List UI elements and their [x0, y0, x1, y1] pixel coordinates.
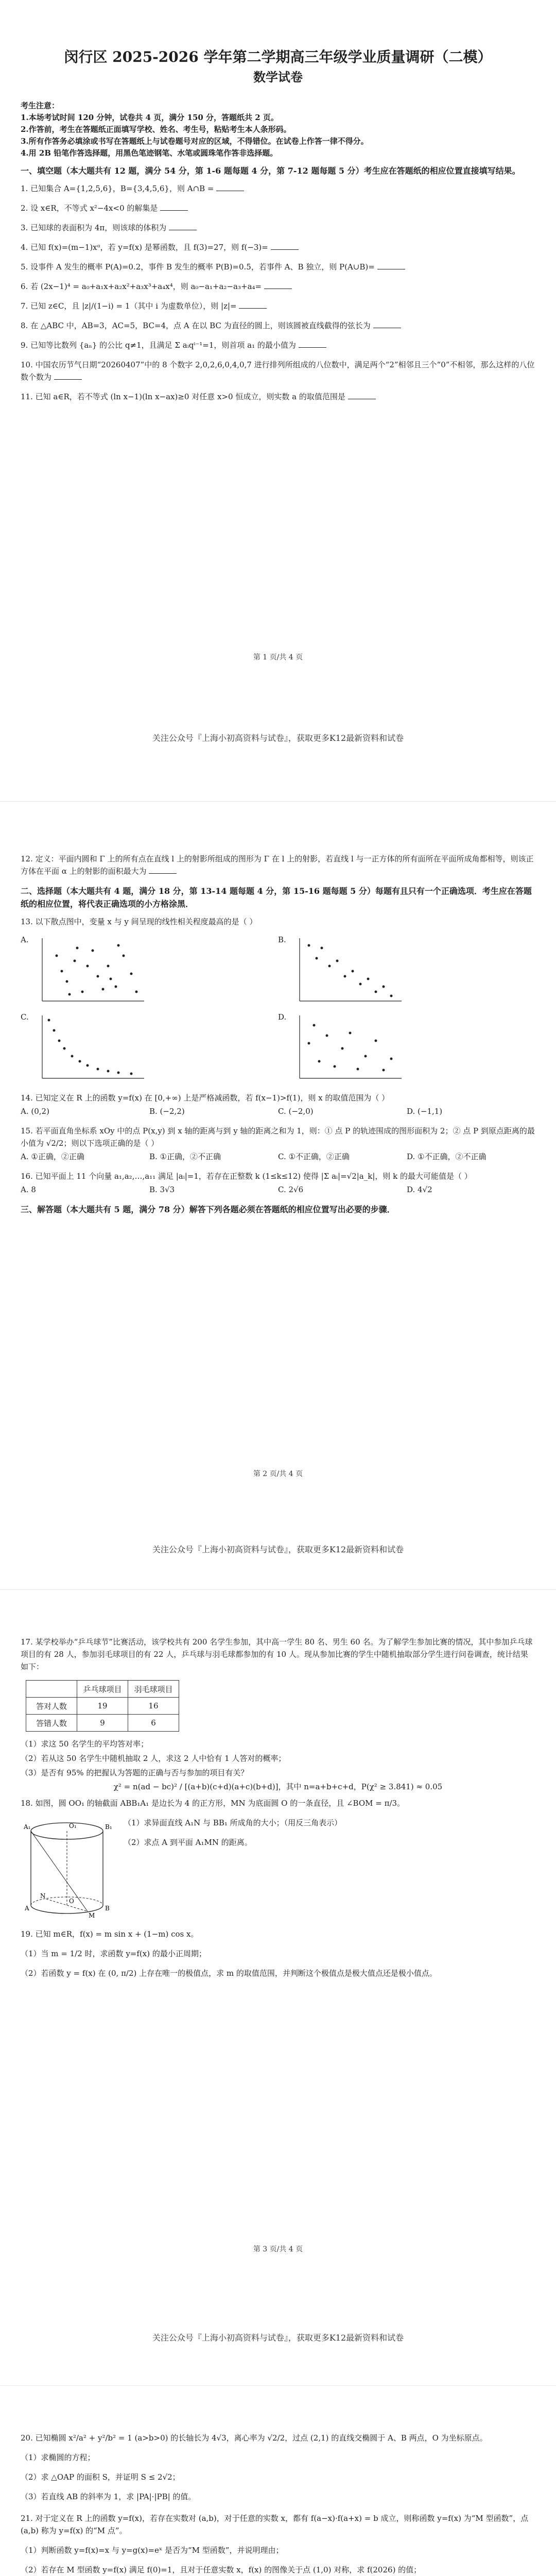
scatter-options	[21, 935, 535, 1084]
question-14-options	[21, 1105, 535, 1117]
option-c: C. (−2,0)	[278, 1107, 314, 1116]
point-label: M	[89, 1912, 95, 1919]
question-17-part-3: （3）是否有 95% 的把握认为答题的正确与否与参加的项目有关？	[21, 1768, 249, 1777]
table-header-row	[26, 1681, 179, 1698]
note-item: 4.用 2B 铅笔作答选择题，用黑色笔迹钢笔、水笔或圆珠笔作答非选择题。	[21, 148, 278, 158]
option-label: B.	[278, 935, 286, 944]
option-b: B. 3√3	[149, 1185, 175, 1194]
question-14: 14. 已知定义在 R 上的函数 y=f(x) 在 [0,+∞) 上是严格减函数，若 f(x−1)>f(1)，则 x 的取值范围为（ ）	[21, 1093, 390, 1103]
question-21-part-1: （1）判断函数 y=f(x)=x 与 y=g(x)=eˣ 是否为“M 型函数”，并说明理由；	[21, 2546, 284, 2555]
table-cell: 9	[77, 1715, 128, 1732]
point-label: B₁	[105, 1823, 112, 1831]
question-5: 5. 设事件 A 发生的概率 P(A)=0.2，事件 B 发生的概率 P(B)=0.5，若事件 A、B 独立，则 P(A∪B)=	[21, 261, 535, 273]
table-cell	[26, 1681, 77, 1698]
scatter-option-a	[21, 935, 268, 1007]
question-17-part-1: （1）求这 50 名学生的平均答对率；	[21, 1739, 149, 1749]
option-b: B. ①正确，②不正确	[149, 1152, 221, 1161]
question-12: 12. 定义：平面内圆和 Γ 上的所有点在直线 l 上的射影所组成的图形为 Γ 在 l 上的射影，若直线 l 与一正方体的所有面所在平面所成角都相等，则该正方体在平面 α 上的射影的面积最大为	[21, 854, 534, 876]
option-b: B. (−2,2)	[149, 1107, 185, 1116]
question-18-parts	[124, 1817, 342, 1856]
question-18-part-1: （1）求异面直线 A₁N 与 BB₁ 所成角的大小；（用反三角表示）	[124, 1818, 342, 1827]
question-20-part-2: （2）求 △OAP 的面积 S，并证明 S ≤ 2√2；	[21, 2472, 180, 2482]
chi-square-formula: χ² = n(ad − bc)² / [(a+b)(c+d)(a+c)(b+d)]，其中 n=a+b+c+d，P(χ² ≥ 3.841) ≈ 0.05	[113, 1782, 443, 1791]
scatter-plot-b	[293, 935, 407, 1007]
question-6: 6. 若 (2x−1)⁴ = a₀+a₁x+a₂x²+a₃x³+a₄x⁴，则 a₀−a₁+a₂−a₃+a₄=	[21, 280, 535, 293]
scatter-option-b	[278, 935, 525, 1007]
exam-subtitle: 数学试卷	[253, 70, 303, 84]
promo-text: 关注公众号『上海小初高资料与试卷』，获取更多K12最新资料和试卷	[152, 1545, 404, 1554]
table-cell: 19	[77, 1698, 128, 1715]
page-2-content	[21, 853, 535, 1221]
question-18-figure-row	[21, 1817, 535, 1920]
table-cell: 乒乓球项目	[77, 1681, 128, 1698]
question-18: 18. 如图，圆 OO₁ 的轴截面 ABB₁A₁ 是边长为 4 的正方形，MN 为底面圆 O 的一条直径，且 ∠BOM = π/3。	[21, 1799, 405, 1808]
page-1-content	[21, 46, 535, 410]
scatter-plot-d	[293, 1012, 407, 1084]
question-11: 11. 已知 a∈R，若不等式 (ln x−1)(ln x−ax)≥0 对任意 x>0 恒成立，则实数 a 的取值范围是	[21, 391, 535, 403]
option-d: D. 4√2	[407, 1185, 432, 1194]
question-16: 16. 已知平面上 11 个向量 a₁,a₂,…,a₁₁ 满足 |aᵢ|=1，若存在正整数 k (1≤k≤12) 使得 |Σ aᵢ|=√2|a_k|，则 k 的最大可能值是（ ）	[21, 1172, 472, 1181]
question-18-part-2: （2）求点 A 到平面 A₁MN 的距离。	[124, 1838, 252, 1847]
page-3	[0, 1589, 556, 2385]
point-label: O₁	[69, 1822, 77, 1829]
table-cell: 羽毛球项目	[128, 1681, 179, 1698]
page-4	[0, 2385, 556, 2576]
page-footer: 第 3 页/共 4 页	[253, 2245, 303, 2253]
question-20: 20. 已知椭圆 x²/a² + y²/b² = 1 (a>b>0) 的长轴长为 4√3，离心率为 √2/2，过点 (2,1) 的直线交椭圆于 A、B 两点，O 为坐标原点。	[21, 2433, 488, 2443]
section-3-heading: 三、解答题（本大题共有 5 题，满分 78 分）解答下列各题必须在答题纸的相应位置写出必要的步骤．	[21, 1205, 395, 1214]
table-cell: 6	[128, 1715, 179, 1732]
option-d: D. (−1,1)	[407, 1107, 443, 1116]
question-4: 4. 已知 f(x)=(m−1)xᵅ，若 y=f(x) 是幂函数，且 f(3)=27，则 f(−3)=	[21, 241, 535, 253]
section-2-heading: 二、选择题（本大题共有 4 题，满分 18 分，第 13-14 题每题 4 分，第 15-16 题每题 5 分）每题有且只有一个正确选项．考生应在答题纸的相应位置，将代表正确选项的小方格涂黑．	[21, 886, 532, 909]
notes-heading: 考生注意：	[21, 101, 60, 110]
question-15-options	[21, 1150, 535, 1163]
point-label: A₁	[24, 1823, 31, 1831]
option-a: A. ①正确，②正确	[21, 1152, 84, 1161]
table-cell: 答错人数	[26, 1715, 77, 1732]
promo-text: 关注公众号『上海小初高资料与试卷』，获取更多K12最新资料和试卷	[152, 2333, 404, 2343]
question-19: 19. 已知 m∈R，f(x) = m sin x + (1−m) cos x。	[21, 1929, 199, 1939]
option-label: C.	[21, 1012, 29, 1022]
question-9: 9. 已知等比数列 {aₙ} 的公比 q≠1，且满足 Σ aᵢqⁱ⁻¹=1，则首项 a₁ 的最小值为	[21, 339, 535, 351]
cylinder-figure	[21, 1817, 113, 1920]
table-row	[26, 1715, 179, 1732]
promo-text: 关注公众号『上海小初高资料与试卷』，获取更多K12最新资料和试卷	[152, 733, 404, 743]
question-7: 7. 已知 z∈C，且 |z|/(1−i) = 1（其中 i 为虚数单位），则 |z|=	[21, 300, 535, 312]
question-8: 8. 在 △ABC 中，AB=3，AC=5，BC=4，点 A 在以 BC 为直径的圆上，则该圆被直线截得的弦长为	[21, 319, 535, 332]
question-13: 13. 以下散点图中，变量 x 与 y 间呈现的线性相关程度最高的是（ ）	[21, 917, 257, 926]
point-label: O	[69, 1897, 74, 1905]
question-2: 2. 设 x∈R，不等式 x²−4x<0 的解集是	[21, 202, 535, 214]
exam-title: 闵行区 2025-2026 学年第二学期高三年级学业质量调研（二模）	[64, 48, 492, 65]
note-item: 3.所有作答务必填涂或书写在答题纸上与试卷题号对应的区域，不得错位。在试卷上作答一律不得分。	[21, 137, 369, 146]
question-21-part-2: （2）若存在 M 型函数 y=f(x) 满足 f(0)=1，且对于任意实数 x，f(x) 的图像关于点 (1,0) 对称，求 f(2026) 的值；	[21, 2565, 422, 2574]
question-19-part-2: （2）若函数 y = f(x) 在 (0, π/2) 上存在唯一的极值点，求 m 的取值范围，并判断这个极值点是极大值点还是极小值点。	[21, 1969, 437, 1978]
question-19-part-1: （1）当 m = 1/2 时，求函数 y=f(x) 的最小正周期；	[21, 1949, 206, 1958]
option-a: A. 8	[21, 1185, 36, 1194]
page-divider	[0, 801, 556, 802]
scatter-plot-a	[36, 935, 149, 1007]
point-label: B	[105, 1905, 110, 1912]
question-15: 15. 若平面直角坐标系 xOy 中的点 P(x,y) 到 x 轴的距离与到 y 轴的距离之和为 1，则：① 点 P 的轨迹围成的图形面积为 2；② 点 P 到原点距离的最小值为 √2/2；则以下选项正确的是（ ）	[21, 1126, 535, 1148]
question-17-table	[26, 1680, 179, 1732]
table-row	[26, 1698, 179, 1715]
page-1	[0, 0, 556, 801]
option-c: C. 2√6	[278, 1185, 304, 1194]
page-divider	[0, 1589, 556, 1590]
option-label: D.	[278, 1012, 287, 1022]
option-c: C. ①不正确，②正确	[278, 1152, 350, 1161]
question-20-part-1: （1）求椭圆的方程；	[21, 2453, 95, 2462]
note-item: 2.作答前，考生在答题纸正面填写学校、姓名、考生号，粘贴考生本人条形码。	[21, 125, 291, 134]
scatter-option-d	[278, 1012, 525, 1084]
question-3: 3. 已知球的表面积为 4π，则该球的体积为	[21, 222, 535, 234]
option-label: A.	[21, 935, 29, 944]
scatter-plot-c	[36, 1012, 149, 1084]
page-3-content	[21, 1636, 535, 1987]
point-label: A	[25, 1905, 29, 1912]
table-cell: 答对人数	[26, 1698, 77, 1715]
question-16-options	[21, 1183, 535, 1196]
note-item: 1.本场考试时间 120 分钟，试卷共 4 页，满分 150 分，答题纸共 2 页。	[21, 113, 279, 122]
question-10: 10. 中国农历节气日期“20260407”中的 8 个数字 2,0,2,6,0,4,0,7 进行排列所组成的八位数中，满足两个“2”相邻且三个“0”不相邻，那么这样的八位数个数为	[21, 360, 535, 382]
section-1-heading: 一、填空题（本大题共有 12 题，满分 54 分，第 1-6 题每题 4 分，第 7-12 题每题 5 分）考生应在答题纸的相应位置直接填写结果。	[21, 166, 520, 176]
page-4-content	[21, 2432, 535, 2576]
page-footer: 第 1 页/共 4 页	[253, 653, 303, 662]
scatter-option-c	[21, 1012, 268, 1084]
page-footer: 第 2 页/共 4 页	[253, 1470, 303, 1478]
question-1: 1. 已知集合 A={1,2,5,6}，B={3,4,5,6}，则 A∩B =	[21, 182, 535, 195]
question-17-intro: 17. 某学校举办“乒乓球节”比赛活动，该学校共有 200 名学生参加，其中高一学生 80 名、男生 60 名。为了解学生参加比赛的情况，其中参加乒乓球项目的有 28 人，参加羽毛球项目的有 22 人，乒乓球与羽毛球都参加的有 10 人。现从参加比赛的学生中随机抽取部分学生进行问卷调查，统计结果如下：	[21, 1637, 533, 1671]
page-2	[0, 801, 556, 1589]
option-d: D. ①不正确，②不正确	[407, 1152, 486, 1161]
question-17-part-2: （2）若从这 50 名学生中随机抽取 2 人，求这 2 人中恰有 1 人答对的概率；	[21, 1754, 286, 1763]
page-divider	[0, 2385, 556, 2386]
point-label: N	[40, 1892, 46, 1900]
table-cell: 16	[128, 1698, 179, 1715]
question-20-part-3: （3）若直线 AB 的斜率为 1，求 |PA|·|PB| 的值。	[21, 2492, 196, 2501]
option-a: A. (0,2)	[21, 1107, 49, 1116]
question-21: 21. 对于定义在 R 上的函数 y=f(x)，若存在实数对 (a,b)，对于任意的实数 x，都有 f(a−x)·f(a+x) = b 成立，则称函数 y=f(x) 为“M 型函数”，点 (a,b) 称为 y=f(x) 的“M 点”。	[21, 2514, 529, 2535]
